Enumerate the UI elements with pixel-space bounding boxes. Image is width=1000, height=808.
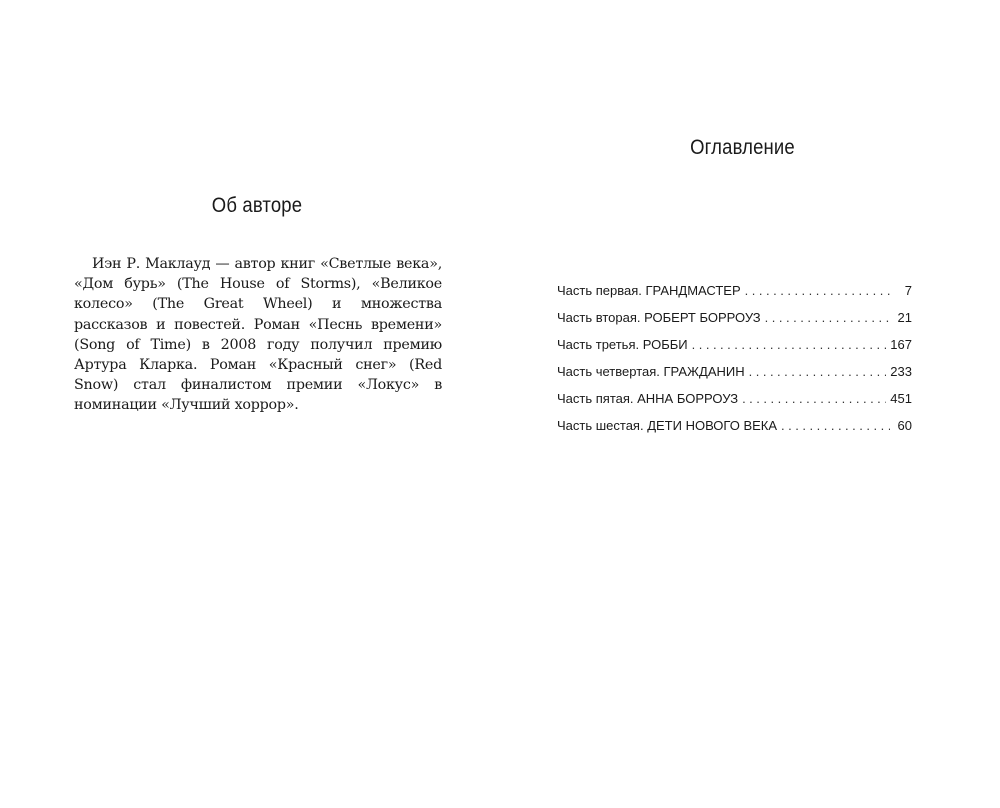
about-author-heading: Об авторе <box>211 194 303 217</box>
toc-entry-page: 7 <box>904 283 912 298</box>
toc-entry-page: 167 <box>890 337 912 352</box>
toc-entry-label: Часть шестая. ДЕТИ НОВОГО ВЕКА <box>557 418 778 433</box>
toc-dot-leader <box>745 283 890 298</box>
toc-entry-label: Часть пятая. АННА БОРРОУЗ <box>557 391 739 406</box>
toc-entry-label: Часть первая. ГРАНДМАСТЕР <box>557 283 741 298</box>
toc-entry-page: 21 <box>897 310 912 325</box>
about-author-text: Иэн Р. Маклауд — автор книг «Светлые века», «Дом бурь» (The House of Storms), «Великое колесо» (The Great Wheel) и множества рассказов и повестей. Роман «Песнь времени» (Song of Time) в 2008 году получил премию Артура Кларка. Роман «Красный снег» (Red Snow) стал финалистом премии «Локус» в номинации «Лучший хоррор». <box>74 256 442 414</box>
toc-entry[interactable] <box>557 283 912 310</box>
toc-entry-page: 451 <box>890 391 912 406</box>
toc-entry[interactable] <box>557 391 912 418</box>
toc-entry-page: 233 <box>890 364 912 379</box>
toc-dot-leader <box>765 310 890 325</box>
toc-entry-page: 60 <box>897 418 912 433</box>
toc-entry[interactable] <box>557 337 912 364</box>
toc-dot-leader <box>781 418 890 433</box>
table-of-contents-heading: Оглавление <box>690 136 795 159</box>
toc-dot-leader <box>692 337 887 352</box>
toc-dot-leader <box>742 391 886 406</box>
toc-entry-label: Часть четвертая. ГРАЖДАНИН <box>557 364 745 379</box>
right-page <box>500 0 1000 808</box>
toc-dot-leader <box>749 364 887 379</box>
toc-entry[interactable] <box>557 418 912 445</box>
toc-entry[interactable] <box>557 310 912 337</box>
toc-entry-label: Часть третья. РОББИ <box>557 337 688 352</box>
toc-entry[interactable] <box>557 364 912 391</box>
toc-entry-label: Часть вторая. РОБЕРТ БОРРОУЗ <box>557 310 761 325</box>
table-of-contents <box>557 283 912 445</box>
